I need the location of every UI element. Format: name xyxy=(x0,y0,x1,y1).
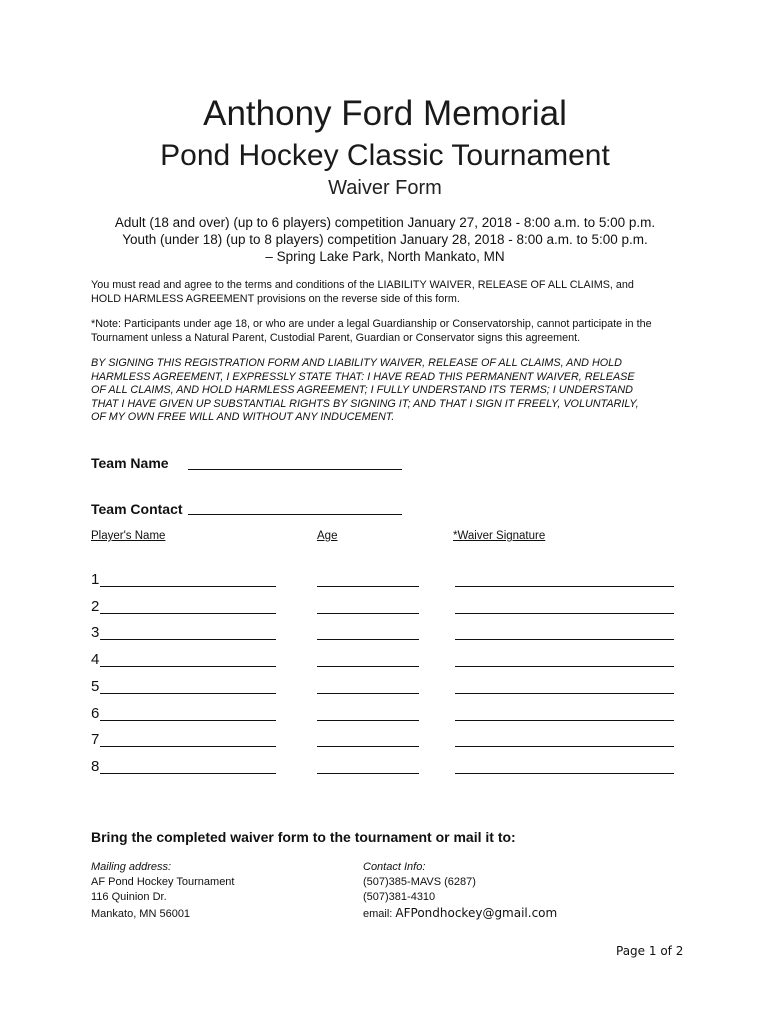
player-name-field[interactable] xyxy=(100,586,276,587)
statement-line: HARMLESS AGREEMENT, I EXPRESSLY STATE THAT: I HAVE READ THIS PERMANENT WAIVER, RELEASE xyxy=(91,370,635,383)
waiver-signature-field[interactable] xyxy=(455,613,674,614)
row-number: 5 xyxy=(91,677,100,695)
note-paragraph xyxy=(91,318,691,345)
contact-info-label: Contact Info: xyxy=(363,861,426,873)
note-line: Tournament unless a Natural Parent, Custodial Parent, Guardian or Conservator signs this agreement. xyxy=(91,331,581,344)
statement-line: OF ALL CLAIMS, AND HOLD HARMLESS AGREEMENT; I FULLY UNDERSTAND ITS TERMS; I UNDERSTAND xyxy=(91,384,633,397)
waiver-signature-header: *Waiver Signature xyxy=(453,530,546,542)
page-number: Page 1 of 2 xyxy=(616,944,684,958)
age-field[interactable] xyxy=(317,639,419,640)
youth-competition: Youth (under 18) (up to 8 players) competition January 28, 2018 - 8:00 a.m. to 5:00 p.m. xyxy=(122,232,648,247)
waiver-signature-field[interactable] xyxy=(455,720,674,721)
statement-line: BY SIGNING THIS REGISTRATION FORM AND LIABILITY WAIVER, RELEASE OF ALL CLAIMS, AND HOLD xyxy=(91,357,622,369)
mailing-line: AF Pond Hockey Tournament xyxy=(91,876,235,888)
age-field[interactable] xyxy=(317,720,419,721)
age-field[interactable] xyxy=(317,613,419,614)
age-field[interactable] xyxy=(317,693,419,694)
phone-number: (507)385-MAVS (6287) xyxy=(363,876,476,888)
terms-line: You must read and agree to the terms and conditions of the LIABILITY WAIVER, RELEASE OF ALL CLAIMS, and xyxy=(91,279,634,291)
statement-line: THAT I HAVE GIVEN UP SUBSTANTIAL RIGHTS BY SIGNING IT; AND THAT I SIGN IT FREELY, VOLUNTARILY, xyxy=(91,397,639,410)
location: – Spring Lake Park, North Mankato, MN xyxy=(265,249,505,264)
mail-instructions: Bring the completed waiver form to the tournament or mail it to: xyxy=(91,829,516,845)
note-line: *Note: Participants under age 18, or who are under a legal Guardianship or Conservatorship, cannot participate in the xyxy=(91,318,652,330)
mailing-line: Mankato, MN 56001 xyxy=(91,908,191,920)
waiver-signature-field[interactable] xyxy=(455,639,674,640)
contact-info xyxy=(363,860,557,922)
player-name-field[interactable] xyxy=(100,693,276,694)
row-number: 1 xyxy=(91,571,100,588)
document-title: Anthony Ford Memorial xyxy=(203,94,567,133)
waiver-signature-field[interactable] xyxy=(455,773,674,774)
row-number: 8 xyxy=(91,757,100,775)
team-contact-label: Team Contact xyxy=(91,501,183,517)
email-address[interactable]: AFPondhockey@gmail.com xyxy=(395,906,558,920)
player-name-field[interactable] xyxy=(100,666,276,667)
mailing-address-label: Mailing address: xyxy=(91,861,172,873)
team-name-field[interactable] xyxy=(188,469,402,470)
player-name-header: Player's Name xyxy=(91,530,166,542)
waiver-signature-field[interactable] xyxy=(455,666,674,667)
signing-statement xyxy=(91,357,691,425)
terms-line: HOLD HARMLESS AGREEMENT provisions on the reverse side of this form. xyxy=(91,292,460,305)
waiver-signature-field[interactable] xyxy=(455,746,674,747)
waiver-signature-field[interactable] xyxy=(455,586,674,587)
age-field[interactable] xyxy=(317,773,419,774)
age-field[interactable] xyxy=(317,666,419,667)
row-number: 3 xyxy=(91,624,100,642)
player-name-field[interactable] xyxy=(100,639,276,640)
player-name-field[interactable] xyxy=(100,773,276,774)
phone-number: (507)381-4310 xyxy=(363,891,436,903)
row-number: 7 xyxy=(91,731,100,749)
team-name-label: Team Name xyxy=(91,455,169,471)
age-field[interactable] xyxy=(317,746,419,747)
statement-line: OF MY OWN FREE WILL AND WITHOUT ANY INDUCEMENT. xyxy=(91,411,395,424)
form-name: Waiver Form xyxy=(328,177,442,199)
mailing-line: 116 Quinion Dr. xyxy=(91,891,167,903)
row-number: 4 xyxy=(91,651,100,669)
row-number: 6 xyxy=(91,704,100,722)
player-name-field[interactable] xyxy=(100,746,276,747)
document-subtitle: Pond Hockey Classic Tournament xyxy=(160,139,610,172)
age-header: Age xyxy=(317,530,338,542)
waiver-signature-field[interactable] xyxy=(455,693,674,694)
player-name-field[interactable] xyxy=(100,613,276,614)
age-field[interactable] xyxy=(317,586,419,587)
team-contact-field[interactable] xyxy=(188,514,402,515)
email-label: email: xyxy=(363,908,393,920)
player-name-field[interactable] xyxy=(100,720,276,721)
terms-paragraph xyxy=(91,279,691,306)
adult-competition: Adult (18 and over) (up to 6 players) competition January 27, 2018 - 8:00 a.m. to 5:00 p.m. xyxy=(114,215,656,230)
mailing-address xyxy=(91,860,234,922)
row-number: 2 xyxy=(91,597,100,615)
